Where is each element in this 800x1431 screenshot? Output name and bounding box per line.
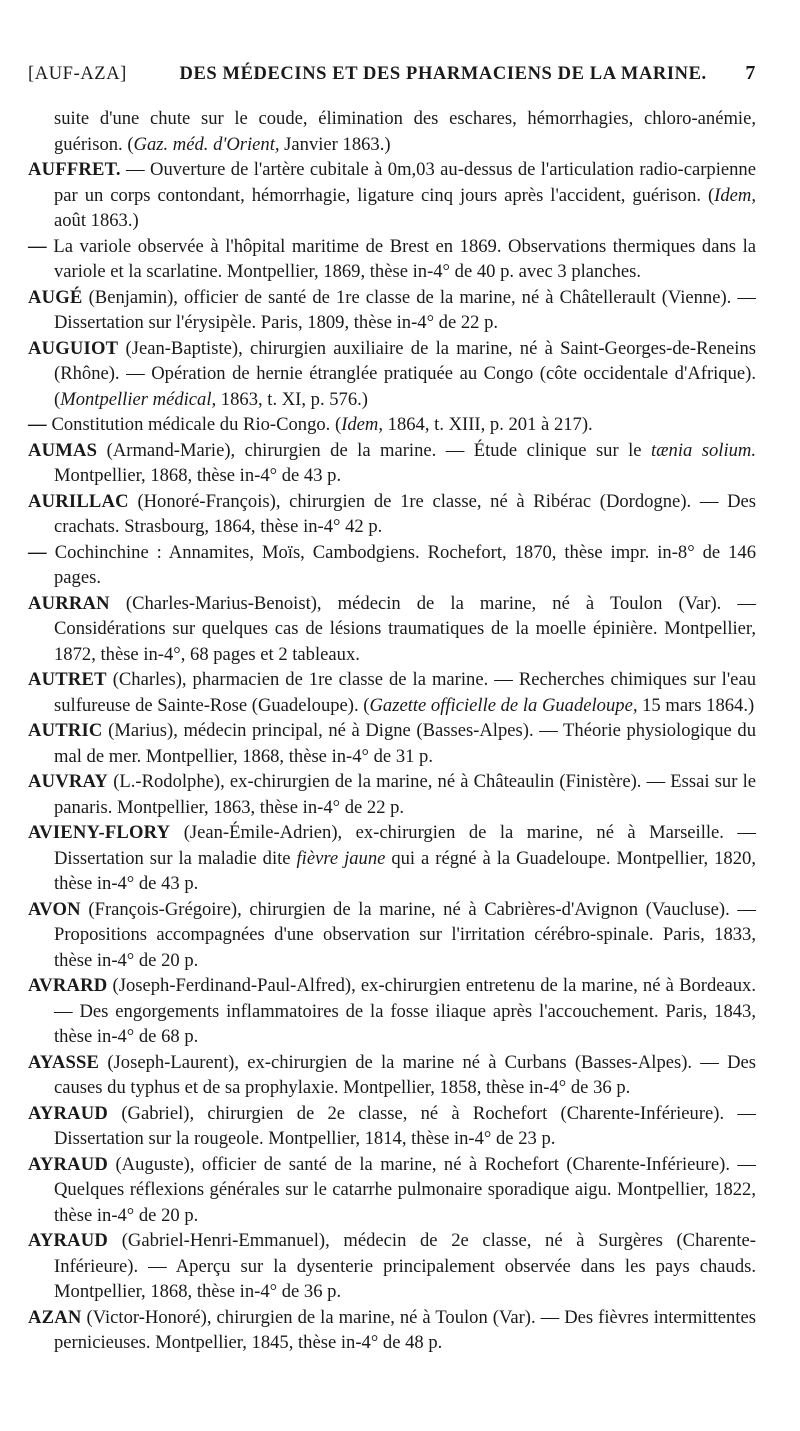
entry-text: suite d'une chute sur le coude, élimination des eschares, hémorrhagies, chloro-anémie, guérison. ( — [54, 108, 756, 155]
entry-text: (Gabriel), chirurgien de 2e classe, né à Rochefort (Charente-Inférieure). — Dissertation sur la rougeole. Montpellier, 1814, thèse in-4° de 23 p. — [54, 1102, 756, 1149]
running-head — [28, 62, 756, 96]
entry-italic-text: fièvre jaune — [296, 847, 386, 869]
entry-text: (Auguste), officier de santé de la marine, né à Rochefort (Charente-Inférieure). — Quelques réflexions générales sur le catarrhe pulmonaire sporadique aigu. Montpellier, 1822, thèse in-4° de 20 p. — [54, 1153, 756, 1226]
entry-author-name: — — [28, 414, 47, 435]
entry-text: (Jean-Baptiste), chirurgien auxiliaire de la marine, né à Saint-Georges-de-Reneins (Rhône). — Opération de hernie étranglée pratiquée au Congo (côte occidentale d'Afrique). ( — [54, 337, 756, 410]
entry-author-name: AZAN — [28, 1306, 82, 1328]
entry-text: (Charles-Marius-Benoist), médecin de la marine, né à Toulon (Var). — Considérations sur quelques cas de lésions traumatiques de la moelle épinière. Montpellier, 1872, thèse in-4°, 68 pages et 2 tableaux. — [54, 592, 756, 665]
entry-author-name: AVRARD — [28, 975, 108, 996]
entry-text: (François-Grégoire), chirurgien de la marine, né à Cabrières-d'Avignon (Vaucluse). — Propositions accompagnées d'une observation sur l'irritation cérébro-spinale. Paris, 1833, thèse in-4° de 20 p. — [54, 898, 756, 971]
bibliography-entry — [28, 285, 756, 336]
bibliography-entry — [28, 973, 756, 1050]
entry-text: 15 mars 1864.) — [637, 694, 755, 716]
entry-text: (Honoré-François), chirurgien de 1re classe, né à Ribérac (Dordogne). — Des crachats. Strasbourg, 1864, thèse in-4° 42 p. — [54, 490, 756, 537]
entry-author-name: AUTRIC — [28, 720, 103, 741]
page-number: 7 — [745, 62, 756, 84]
entry-italic-text: Idem, — [714, 184, 756, 206]
entry-text: Montpellier, 1868, thèse in-4° de 43 p. — [54, 465, 342, 486]
entry-text: (Joseph-Laurent), ex-chirurgien de la marine né à Curbans (Basses-Alpes). — Des causes du typhus et de sa prophylaxie. Montpellier, 1858, thèse in-4° de 36 p. — [54, 1051, 756, 1098]
entry-italic-text: Idem, — [341, 414, 384, 435]
entry-italic-text: tænia solium. — [650, 439, 756, 461]
entry-author-name: AUGÉ — [28, 286, 83, 308]
bibliography-entry — [28, 769, 756, 820]
entry-text: (Marius), médecin principal, né à Digne (Basses-Alpes). — Théorie physiologique du mal de mer. Montpellier, 1868, thèse in-4° de 31 p. — [54, 720, 756, 767]
page-title: DES MÉDECINS ET DES PHARMACIENS DE LA MARINE. — [179, 64, 707, 84]
bibliography-entry — [28, 1305, 756, 1356]
bibliography-entry — [28, 1101, 756, 1152]
entry-text: La variole observée à l'hôpital maritime de Brest en 1869. Observations thermiques dans la variole et la scarlatine. Montpellier, 1869, thèse in-4° de 40 p. avec 3 planches. — [46, 235, 756, 282]
entry-author-name: AUVRAY — [28, 771, 109, 792]
entry-author-name: AYRAUD — [28, 1230, 109, 1251]
entry-text: (Benjamin), officier de santé de 1re classe de la marine, né à Châtellerault (Vienne). — Dissertation sur l'érysipèle. Paris, 1809, thèse in-4° de 22 p. — [54, 286, 756, 333]
entry-author-name: AUFFRET. — [28, 159, 121, 180]
bibliography-entry — [28, 1050, 756, 1101]
bibliography-entry — [28, 591, 756, 668]
entry-text: (Jean-Émile-Adrien), ex-chirurgien de la marine, né à Marseille. — Dissertation sur la maladie dite — [54, 822, 756, 869]
bibliography-entry — [28, 438, 756, 489]
entry-author-name: — — [28, 235, 47, 257]
entry-author-name: AYRAUD — [28, 1153, 109, 1175]
entry-text: (Charles), pharmacien de 1re classe de la marine. — Recherches chimiques sur l'eau sulfureuse de Sainte-Rose (Guadeloupe). ( — [54, 669, 756, 716]
bibliography-entry — [28, 1152, 756, 1229]
bibliography-entry — [28, 718, 756, 769]
bibliography-entry — [28, 157, 756, 234]
entry-author-name: AUGUIOT — [28, 337, 119, 359]
entry-italic-text: Gazette officielle de la Guadeloupe, — [369, 694, 638, 716]
entry-text: 1864, t. XIII, p. 201 à 217). — [383, 414, 593, 435]
entry-author-name: AURRAN — [28, 592, 110, 614]
bibliography-entry — [28, 897, 756, 974]
entry-text: (Armand-Marie), chirurgien de la marine. — Étude clinique sur le — [97, 439, 651, 461]
bibliography-entry — [28, 234, 756, 285]
entry-text: (L.-Rodolphe), ex-chirurgien de la marine, né à Châteaulin (Finistère). — Essai sur le panaris. Montpellier, 1863, thèse in-4° de 22 p. — [54, 771, 756, 818]
entry-author-name: AYRAUD — [28, 1102, 109, 1124]
entry-text: Constitution médicale du Rio-Congo. ( — [46, 414, 342, 435]
entry-text: — Ouverture de l'artère cubitale à 0m,03 au-dessus de l'articulation radio-carpienne par un corps contondant, hémorrhagie, ligature cinq jours après l'accident, guérison. ( — [54, 159, 756, 206]
entry-text: Cochinchine : Annamites, Moïs, Cambodgiens. Rochefort, 1870, thèse impr. in-8° de 146 pages. — [46, 541, 756, 588]
bibliography-entry — [28, 667, 756, 718]
entry-text: août 1863.) — [54, 210, 139, 231]
entry-author-name: AUMAS — [28, 439, 98, 461]
bibliography-entries — [28, 106, 756, 1356]
entry-author-name: AUTRET — [28, 669, 107, 690]
entry-italic-text: Gaz. méd. d'Orient, — [133, 133, 280, 155]
entry-author-name: AVIENY-FLORY — [28, 822, 171, 843]
bibliography-entry — [28, 540, 756, 591]
alphabetical-range: [AUF-AZA] — [28, 64, 127, 84]
entry-italic-text: Montpellier médical, — [60, 388, 217, 410]
entry-text: (Gabriel-Henri-Emmanuel), médecin de 2e classe, né à Surgères (Charente-Inférieure). — Aperçu sur la dysenterie principalement observée dans les pays chauds. Montpellier, 1868, thèse in-4° de 36 p. — [54, 1230, 756, 1302]
bibliography-entry — [28, 336, 756, 413]
bibliography-entry — [28, 412, 756, 438]
entry-author-name: AVON — [28, 898, 81, 920]
entry-text: (Joseph-Ferdinand-Paul-Alfred), ex-chirurgien entretenu de la marine, né à Bordeaux. — Des engorgements inflammatoires de la fosse iliaque après l'accouchement. Paris, 1843, thèse in-4° de 68 p. — [54, 975, 756, 1047]
entry-author-name: AURILLAC — [28, 490, 129, 512]
entry-text: qui a régné à la Guadeloupe. Montpellier, 1820, thèse in-4° de 43 p. — [54, 847, 756, 894]
entry-text: (Victor-Honoré), chirurgien de la marine, né à Toulon (Var). — Des fièvres intermittentes pernicieuses. Montpellier, 1845, thèse in-4° de 48 p. — [54, 1306, 756, 1353]
bibliography-entry — [28, 1228, 756, 1305]
bibliography-entry — [28, 820, 756, 897]
bibliography-entry — [28, 489, 756, 540]
entry-text: 1863, t. XI, p. 576.) — [216, 388, 368, 410]
entry-author-name: AYASSE — [28, 1051, 100, 1073]
entry-continuation — [28, 106, 756, 157]
entry-text: Janvier 1863.) — [279, 133, 391, 155]
entry-author-name: — — [28, 541, 47, 563]
